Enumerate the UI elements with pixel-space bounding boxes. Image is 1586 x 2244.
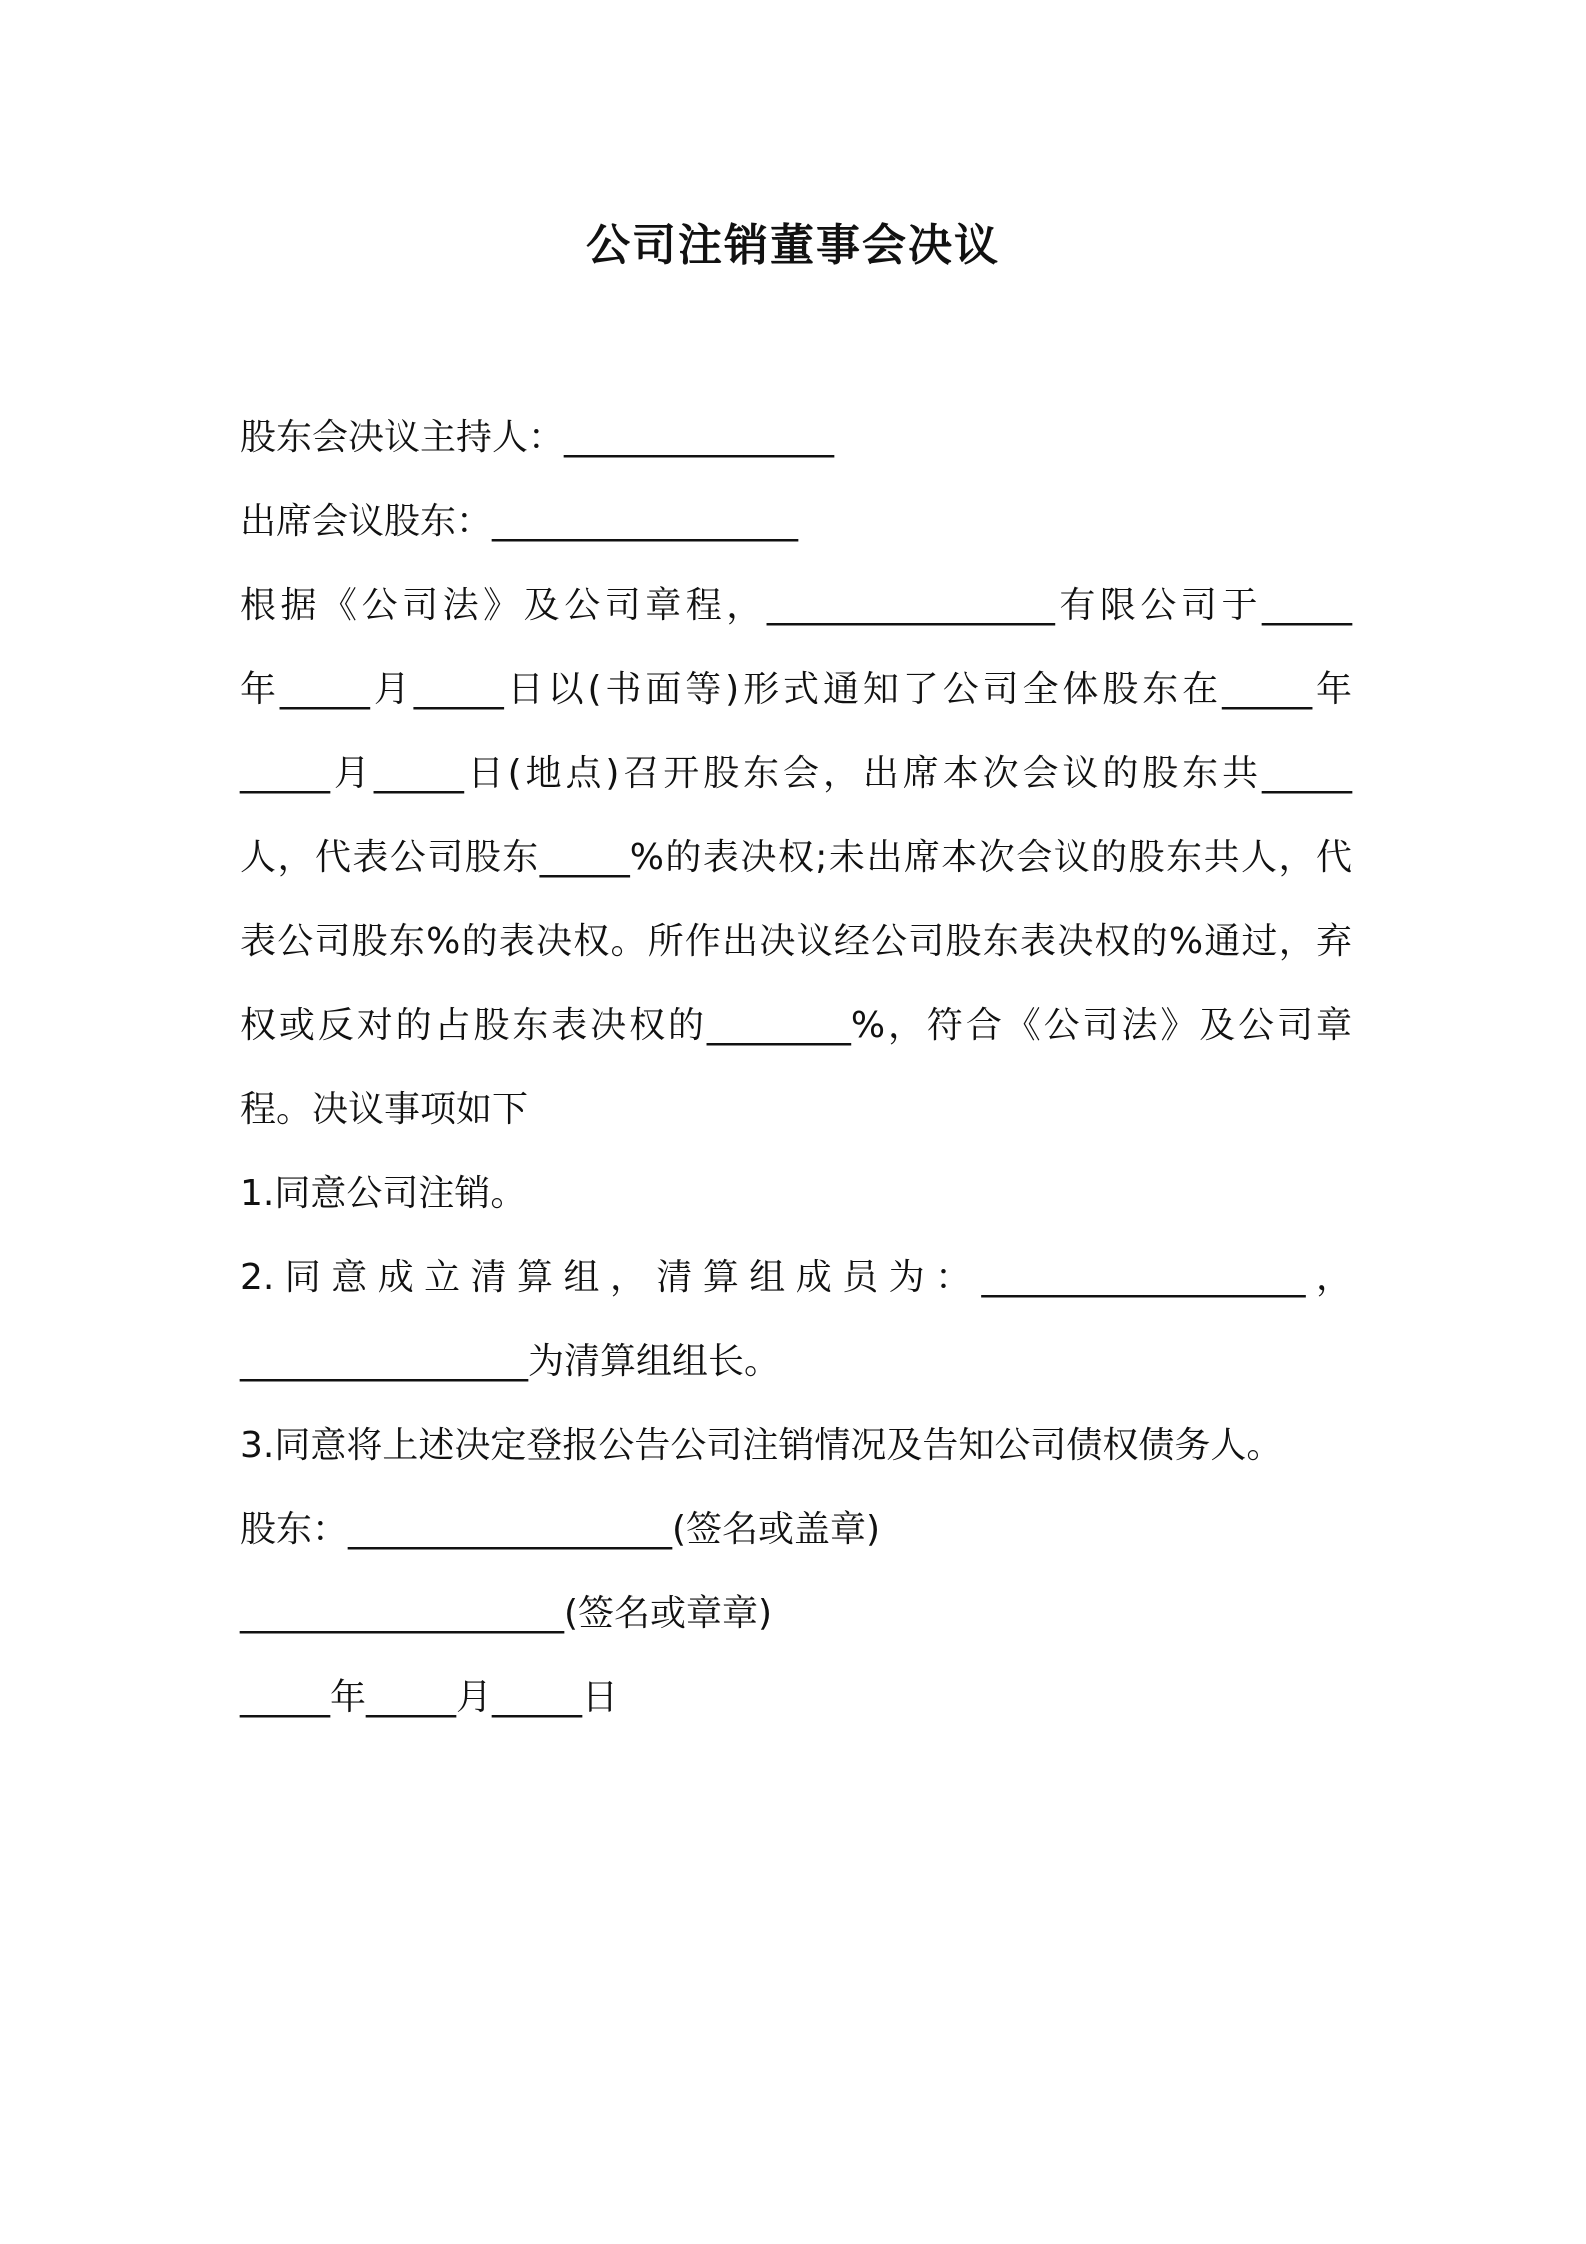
resolution-item-2-continued: ________________为清算组组长。	[240, 1341, 781, 1382]
resolution-item-3: 3.同意将上述决定登报公告公司注销情况及告知公司债权债务人。	[240, 1425, 1283, 1466]
second-signature-line: __________________(签名或章章)	[240, 1593, 773, 1634]
document-title: 公司注销董事会决议	[586, 220, 1000, 271]
attendees-line: 出席会议股东：_________________	[240, 501, 799, 542]
paragraph-line-3: _____月_____日(地点)召开股东会，出席本次会议的股东共_____	[240, 753, 1352, 794]
paragraph-line-6: 权或反对的占股东表决权的________%，符合《公司法》及公司章	[240, 1005, 1352, 1046]
date-line: _____年_____月_____日	[240, 1677, 618, 1718]
paragraph-line-1: 根据《公司法》及公司章程，________________有限公司于_____	[240, 585, 1352, 626]
host-line: 股东会决议主持人：_______________	[240, 417, 835, 458]
resolution-item-2: 2.同意成立清算组，清算组成员为：__________________，	[240, 1257, 1352, 1298]
paragraph-line-7: 程。决议事项如下	[240, 1089, 529, 1130]
paragraph-line-4: 人，代表公司股东_____%的表决权;未出席本次会议的股东共人，代	[240, 837, 1352, 878]
resolution-item-1: 1.同意公司注销。	[240, 1173, 527, 1214]
paragraph-line-5: 表公司股东%的表决权。所作出决议经公司股东表决权的%通过，弃	[240, 921, 1352, 962]
paragraph-line-2: 年_____月_____日以(书面等)形式通知了公司全体股东在_____年	[240, 669, 1352, 710]
shareholder-signature-line: 股东：__________________(签名或盖章)	[240, 1509, 881, 1550]
